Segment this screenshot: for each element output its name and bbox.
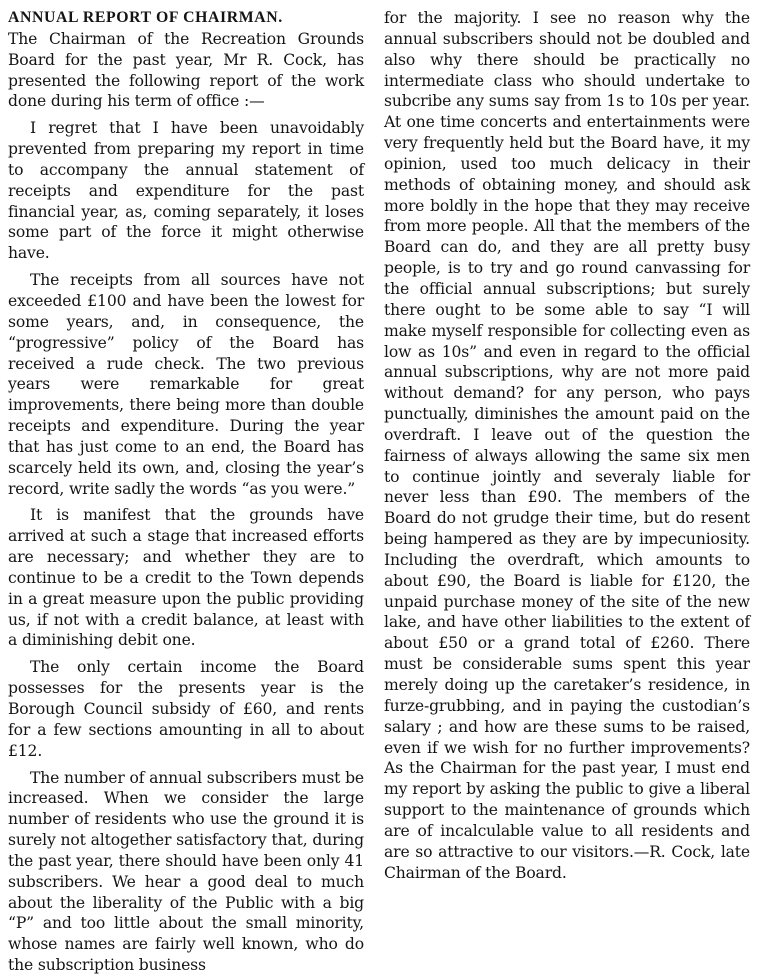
paragraph-subscribers: The number of annual subscribers must be increased. When we consider the large number of residents who use the ground it is surely not altogether satisfactory that, during the past year, there should have been only 41 subscribers. We hear a good deal to much about the liberality of the Public with a big “P” and too little about the small minority, whose names are fairly well known, who do the subscription business bbox=[8, 768, 365, 975]
paragraph-continuation: for the majority. I see no reason why the annual subscribers should not be doubled and also why there should be practically no intermediate class who should undertake to subcribe any sums say from 1s to 10s per year. At one time concerts and entertainments were very frequently held but the Board have, it my opinion, used too much delicacy in their methods of obtaining money, and should ask more boldly in the hope that they may receive from more people. All that the members of the Board can do, and they are all pretty busy people, is to try and go round canvassing for the official annual subscriptions; but surely there ought to be some able to say “I will make myself responsible for collecting even as low as 10s” and even in regard to the official annual subscriptions, why are not more paid without demand? for any person, who pays punctually, diminishes the amount paid on the overdraft. I leave out of the question the fairness of always allowing the same six men to continue jointly and severaly liable for never less than £90. The members of the Board do not grudge their time, but do resent being hampered as they are by impecuniosity. Including the overdraft, which amounts to about £90, the Board is liable for £120, the unpaid purchase money of the site of the new lake, and have other liabilities to the extent of about £50 or a grand total of £260. There must be considerable sums spent this year merely doing up the caretaker’s residence, in furze-grubbing, and in paying the custodian’s salary ; and how are these sums to be raised, even if we wish for no further improvements? As the Chairman for the past year, I must end my report by asking the public to give a liberal support to the maintenance of grounds which are of incalculable value to all residents and are so attractive to our visitors.—R. Cock, late Chairman of the Board. bbox=[384, 9, 750, 882]
paragraph-manifest: It is manifest that the grounds have arrived at such a stage that increased efforts are necessary; and whether they are to continue to be a credit to the Town depends in a great measure upon the public providing us, if not with a credit balance, at least with a diminishing debit one. bbox=[8, 506, 364, 650]
article-title: ANNUAL REPORT OF CHAIRMAN. bbox=[8, 9, 283, 26]
paragraph-regret: I regret that I have been unavoidably prevented from preparing my report in time to accompany the annual statement of receipts and expenditure for the past financial year, as, coming separately, it loses some part of the force it might otherwise have. bbox=[8, 119, 364, 263]
paragraph-receipts: The receipts from all sources have not exceeded £100 and have been the lowest for some years, and, in consequence, the “progressive” policy of the Board has received a rude check. The two previous years were remarkable for great improvements, there being more than double receipts and expenditure. During the year that has just come to an end, the Board has scarcely held its own, and, closing the year’s record, write sadly the words “as you were.” bbox=[8, 271, 364, 498]
left-column bbox=[8, 8, 364, 976]
right-column bbox=[384, 8, 750, 883]
intro-paragraph: The Chairman of the Recreation Grounds Board for the past year, Mr R. Cock, has presented the following report of the work done during his term of office :— bbox=[8, 29, 364, 111]
paragraph-income: The only certain income the Board possesses for the presents year is the Borough Council subsidy of £60, and rents for a few sections amounting in all to about £12. bbox=[8, 658, 364, 760]
